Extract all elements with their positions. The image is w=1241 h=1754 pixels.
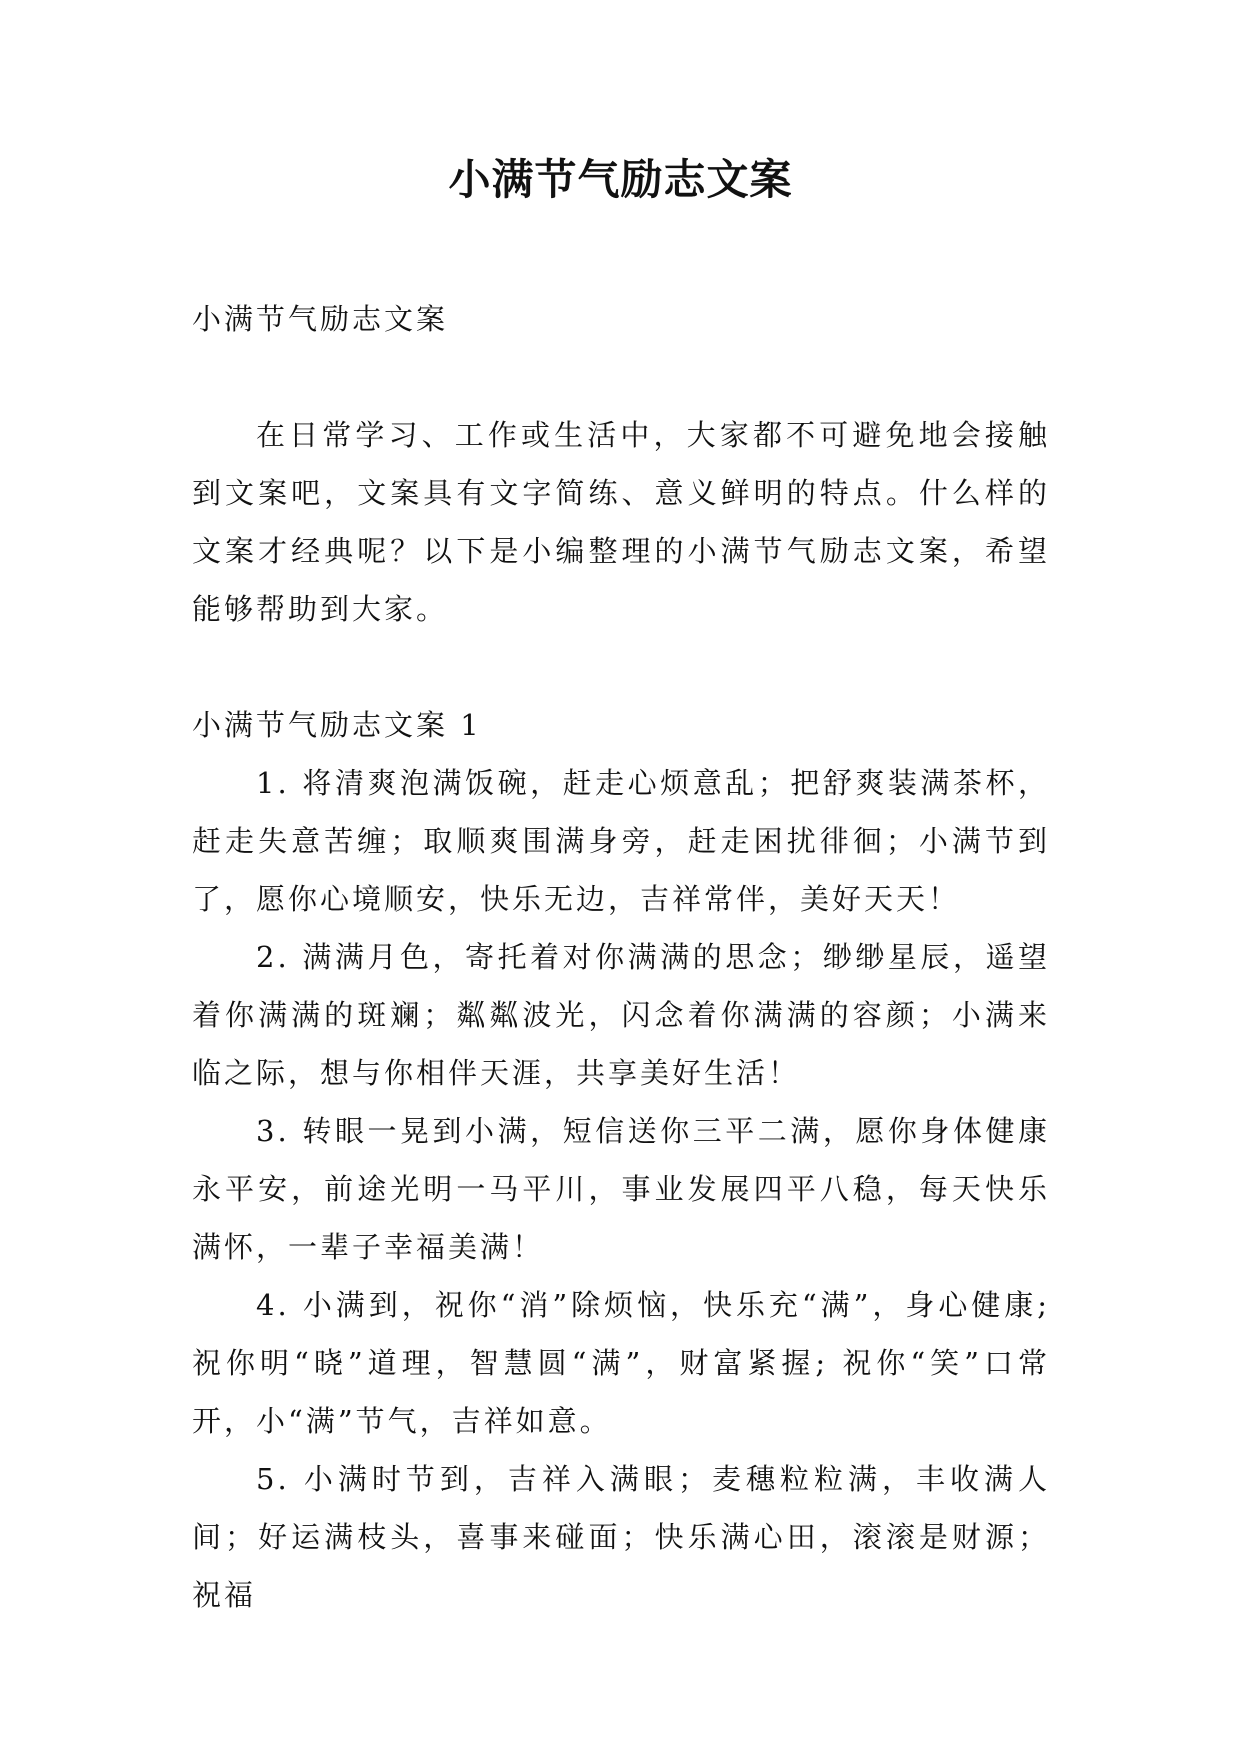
list-item: 4. 小满到，祝你“消”除烦恼，快乐充“满”，身心健康; 祝你明“晓”道理，智慧圆“满”，财富紧握; 祝你“笑”口常开，小“满”节气，吉祥如意。	[192, 1288, 1050, 1438]
intro-paragraph: 在日常学习、工作或生活中，大家都不可避免地会接触到文案吧，文案具有文字简练、意义鲜明的特点。什么样的文案才经典呢？以下是小编整理的小满节气励志文案，希望能够帮助到大家。	[192, 418, 1050, 626]
list-item: 5. 小满时节到，吉祥入满眼；麦穗粒粒满，丰收满人间；好运满枝头，喜事来碰面；快乐满心田，滚滚是财源；祝福	[192, 1462, 1050, 1612]
document-subtitle: 小满节气励志文案	[192, 302, 449, 336]
list-item: 1. 将清爽泡满饭碗，赶走心烦意乱；把舒爽装满茶杯，赶走失意苦缠；取顺爽围满身旁，赶走困扰徘徊；小满节到了，愿你心境顺安，快乐无边，吉祥常伴，美好天天！	[192, 766, 1050, 916]
section-heading: 小满节气励志文案 1	[192, 708, 482, 742]
document-body	[192, 290, 1050, 1624]
list-item: 3. 转眼一晃到小满，短信送你三平二满，愿你身体健康永平安，前途光明一马平川，事业发展四平八稳，每天快乐满怀，一辈子幸福美满！	[192, 1114, 1050, 1264]
document-title: 小满节气励志文案	[448, 155, 793, 204]
list-item: 2. 满满月色，寄托着对你满满的思念；缈缈星辰，遥望着你满满的斑斓；粼粼波光，闪念着你满满的容颜；小满来临之际，想与你相伴天涯，共享美好生活！	[192, 940, 1050, 1090]
